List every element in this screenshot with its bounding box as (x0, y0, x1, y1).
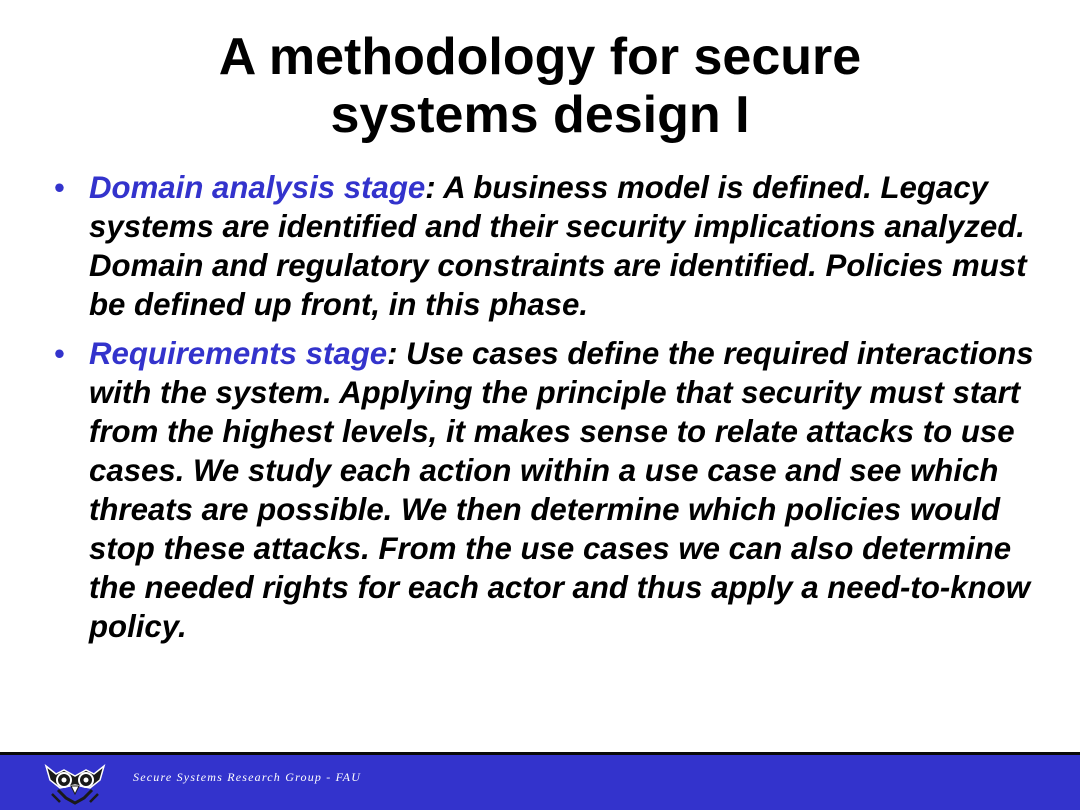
owl-logo-icon (42, 758, 108, 808)
bullet-term: Requirements stage (89, 336, 388, 371)
bullet-text: : A business model is defined. Legacy systems are identified and their security implications analyzed. Domain and regulatory constraints are identified. Policies must be defined up front, in this phase. (89, 170, 1027, 322)
bullet-list (48, 168, 1048, 656)
title-line-1: A methodology for secure (218, 28, 862, 86)
bullet-marker: • (54, 336, 65, 371)
footer-bar (0, 752, 1080, 810)
slide-title (0, 28, 1080, 144)
bullet-item-domain-analysis (48, 168, 1048, 324)
bullet-marker: • (54, 170, 65, 205)
bullet-item-requirements (48, 334, 1048, 646)
title-line-2: systems design I (330, 86, 750, 144)
bullet-text: : Use cases define the required interactions with the system. Applying the principle that security must start from the highest levels, it makes sense to relate attacks to use cases. We study each action within a use case and see which threats are possible. We then determine which policies would stop these attacks. From the use cases we can also determine the needed rights for each actor and thus apply a need-to-know policy. (89, 336, 1034, 644)
footer-text: Secure Systems Research Group - FAU (133, 770, 362, 784)
bullet-term: Domain analysis stage (89, 170, 426, 205)
